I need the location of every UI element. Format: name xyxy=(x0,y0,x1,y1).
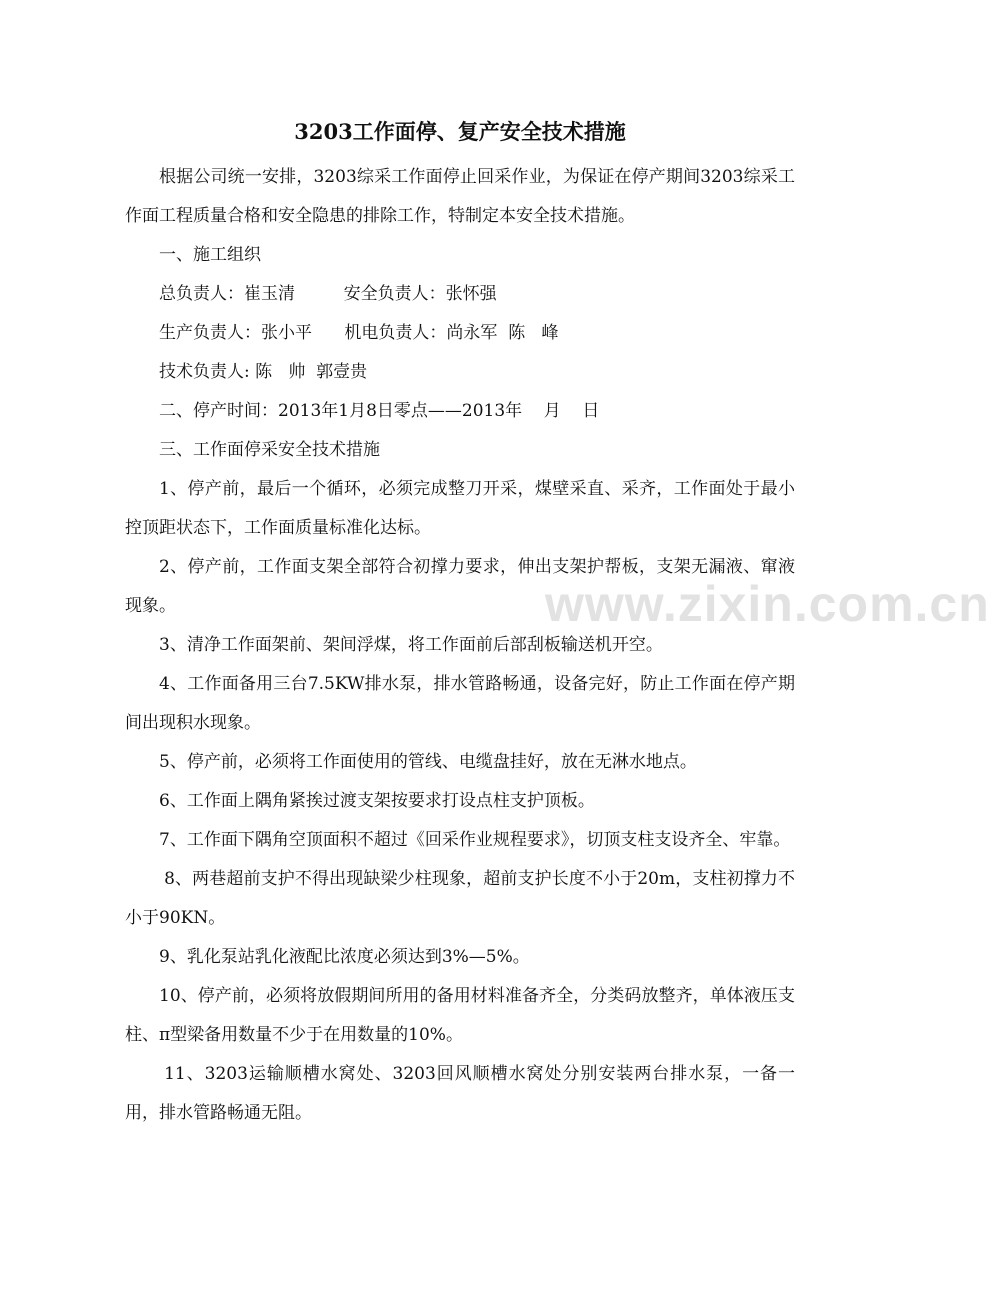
section-shutdown-time: 二、停产时间：2013年1月8日零点——2013年 月 日 xyxy=(159,401,600,421)
measure-item: 10、停产前，必须将放假期间所用的备用材料准备齐全，分类码放整齐，单体液压支柱、π型梁备用数量不少于在用数量的10%。 xyxy=(125,986,795,1045)
measure-item: 2、停产前，工作面支架全部符合初撑力要求，伸出支架护帮板，支架无漏液、窜液现象。 xyxy=(125,557,795,616)
measure-item: 8、两巷超前支护不得出现缺梁少柱现象，超前支护长度不小于20m，支柱初撑力不小于90KN。 xyxy=(125,869,795,928)
measure-item: 4、工作面备用三台7.5KW排水泵，排水管路畅通，设备完好，防止工作面在停产期间出现积水现象。 xyxy=(125,674,795,733)
watermark: www.zixin.com.cn xyxy=(545,576,990,632)
intro-paragraph: 根据公司统一安排，3203综采工作面停止回采作业，为保证在停产期间3203综采工作面工程质量合格和安全隐患的排除工作，特制定本安全技术措施。 xyxy=(125,167,795,226)
measure-item: 9、乳化泵站乳化液配比浓度必须达到3%—5%。 xyxy=(159,947,530,967)
section-heading-organization: 一、施工组织 xyxy=(159,245,261,265)
measure-item: 6、工作面上隅角紧挨过渡支架按要求打设点柱支护顶板。 xyxy=(159,791,595,811)
measure-item: 3、清净工作面架前、架间浮煤，将工作面前后部刮板输送机开空。 xyxy=(159,635,663,655)
org-line-general-safety: 总负责人：崔玉清 安全负责人：张怀强 xyxy=(159,284,497,304)
org-line-technical: 技术负责人: 陈 帅 郭壹贵 xyxy=(159,362,368,382)
measure-item: 7、工作面下隅角空顶面积不超过《回采作业规程要求》，切顶支柱支设齐全、牢靠。 xyxy=(159,830,791,850)
measure-item: 5、停产前，必须将工作面使用的管线、电缆盘挂好，放在无淋水地点。 xyxy=(159,752,697,772)
document-body xyxy=(125,158,795,1133)
org-line-production-electrical: 生产负责人：张小平 机电负责人：尚永军 陈 峰 xyxy=(159,323,559,343)
measure-item: 11、3203运输顺槽水窝处、3203回风顺槽水窝处分别安装两台排水泵，一备一用，排水管路畅通无阻。 xyxy=(125,1064,795,1123)
section-heading-measures: 三、工作面停采安全技术措施 xyxy=(159,440,380,460)
measure-item: 1、停产前，最后一个循环，必须完成整刀开采，煤壁采直、采齐，工作面处于最小控顶距状态下，工作面质量标准化达标。 xyxy=(125,479,795,538)
document-title: 3203工作面停、复产安全技术措施 xyxy=(294,119,626,144)
